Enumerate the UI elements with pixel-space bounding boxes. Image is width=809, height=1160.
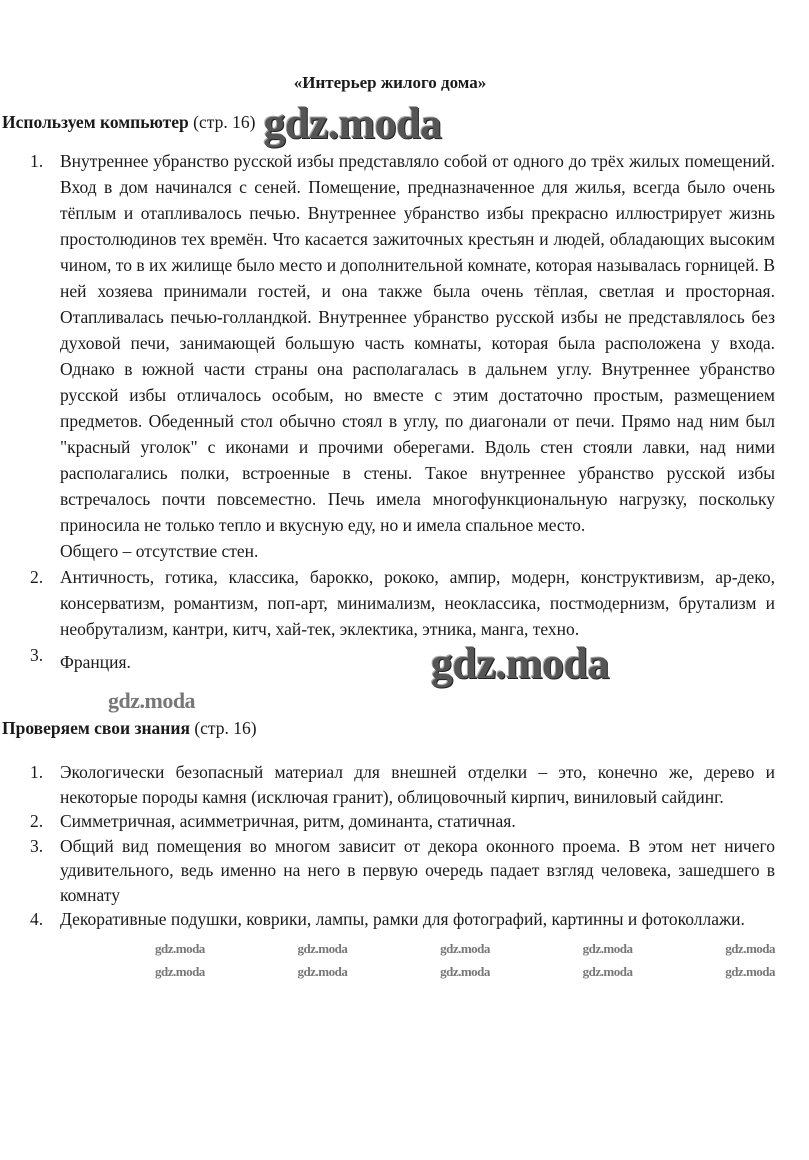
watermark: gdz.moda: [725, 963, 775, 979]
watermark: gdz.moda: [440, 940, 490, 956]
list-item: [0, 760, 775, 809]
heading-page-ref: (стр. 16): [188, 112, 256, 133]
watermark: gdz.moda: [582, 940, 633, 956]
item-number: 3.: [30, 835, 44, 856]
heading-bold: Используем компьютер: [2, 112, 189, 133]
watermark: gdz.moda: [725, 940, 775, 956]
check-answers-list: [0, 760, 775, 932]
watermark-row: [155, 965, 775, 978]
item-text: Декоративные подушки, коврики, лампы, рамки для фотографий, картинны и фотоколлажи.: [60, 909, 745, 929]
watermark: gdz.moda: [155, 940, 205, 956]
item-number: 1.: [30, 762, 44, 782]
computer-answers-list: [0, 148, 775, 686]
item-number: 2.: [30, 567, 44, 587]
list-item: [0, 809, 775, 834]
section-heading-computer: [2, 99, 780, 148]
watermark: gdz.moda: [440, 963, 490, 979]
watermark: gdz.moda: [263, 99, 442, 148]
item-number: 2.: [30, 811, 44, 831]
list-item: [0, 639, 775, 688]
heading-bold: Проверяем свои знания: [2, 718, 190, 738]
item-text: Внутреннее убранство русской избы представляло собой от одного до трёх жилых помещений. Вход в дом начинался с сеней. Помещение, предназначенное для жилья, всегда было очень тёплым и отапливалось печью. Внутреннее убранство избы прекрасно иллюстрирует жизнь простолюдинов тех времён. Что касается зажиточных крестьян и людей, обладающих высоким чином, то в их жилище было место и дополнительной комнате, которая называлась горницей. В ней хозяева принимали гостей, и она также была очень тёплая, светлая и просторная. Отапливалась печью-голландкой. Внутреннее убранство русской избы не представлялось без духовой печи, занимающей большую часть комнаты, которая была расположена у входа. Однако в южной части страны она располагалась в дальнем углу. Внутреннее убранство русской избы отличалось особым, но вместе с этим достаточно простым, размещением предметов. Обеденный стол обычно стоял в углу, по диагонали от печи. Прямо над ним был "красный уголок" с иконами и прочими оберегами. Вдоль стен стояли лавки, над ними располагались полки, встроенные в стены. Такое внутреннее убранство русской избы встречалось почти повсеместно. Печь имела многофункциональную нагрузку, поскольку приносила не только тепло и вкусную еду, но и имела спальное место.: [60, 151, 775, 535]
item-number: 3.: [30, 645, 44, 665]
item-number: 4.: [30, 909, 44, 929]
item-text: Античность, готика, классика, барокко, рококо, ампир, модерн, конструктивизм, ар-деко, консерватизм, романтизм, поп-арт, минимализм, неоклассика, постмодернизм, брутализм и необрутализм, кантри, китч, хай-тек, эклектика, этника, манга, техно.: [60, 567, 775, 639]
list-item: [0, 564, 775, 642]
document-title: «Интерьер жилого дома»: [293, 73, 487, 92]
watermark: gdz.moda: [155, 963, 205, 979]
item-text: Симметричная, асимметричная, ритм, доминанта, статичная.: [60, 811, 516, 831]
list-item: [0, 834, 775, 908]
watermark: gdz.moda: [297, 940, 348, 956]
item-extra-text: Общего – отсутствие стен.: [60, 541, 259, 561]
item-text: Экологически безопасный материал для внешней отделки – это, конечно же, дерево и некоторые породы камня (исключая гранит), облицовочный кирпич, виниловый сайдинг.: [60, 762, 775, 807]
list-item: [0, 907, 775, 932]
list-item: [0, 148, 775, 564]
watermark: gdz.moda: [582, 963, 633, 979]
watermark: gdz.moda: [430, 639, 609, 688]
watermark: gdz.moda: [108, 688, 196, 713]
section-heading-check: [2, 716, 780, 740]
watermark-row: [155, 942, 775, 955]
watermark: gdz.moda: [297, 963, 348, 979]
item-text: Общий вид помещения во многом зависит от декора оконного проема. В этом нет ничего удивительного, ведь именно на него в первую очередь падает взгляд человека, зашедшего в комнату: [60, 835, 775, 905]
item-number: 1.: [30, 151, 44, 171]
item-text: Франция.: [60, 652, 131, 673]
heading-page-ref: (стр. 16): [189, 718, 257, 738]
